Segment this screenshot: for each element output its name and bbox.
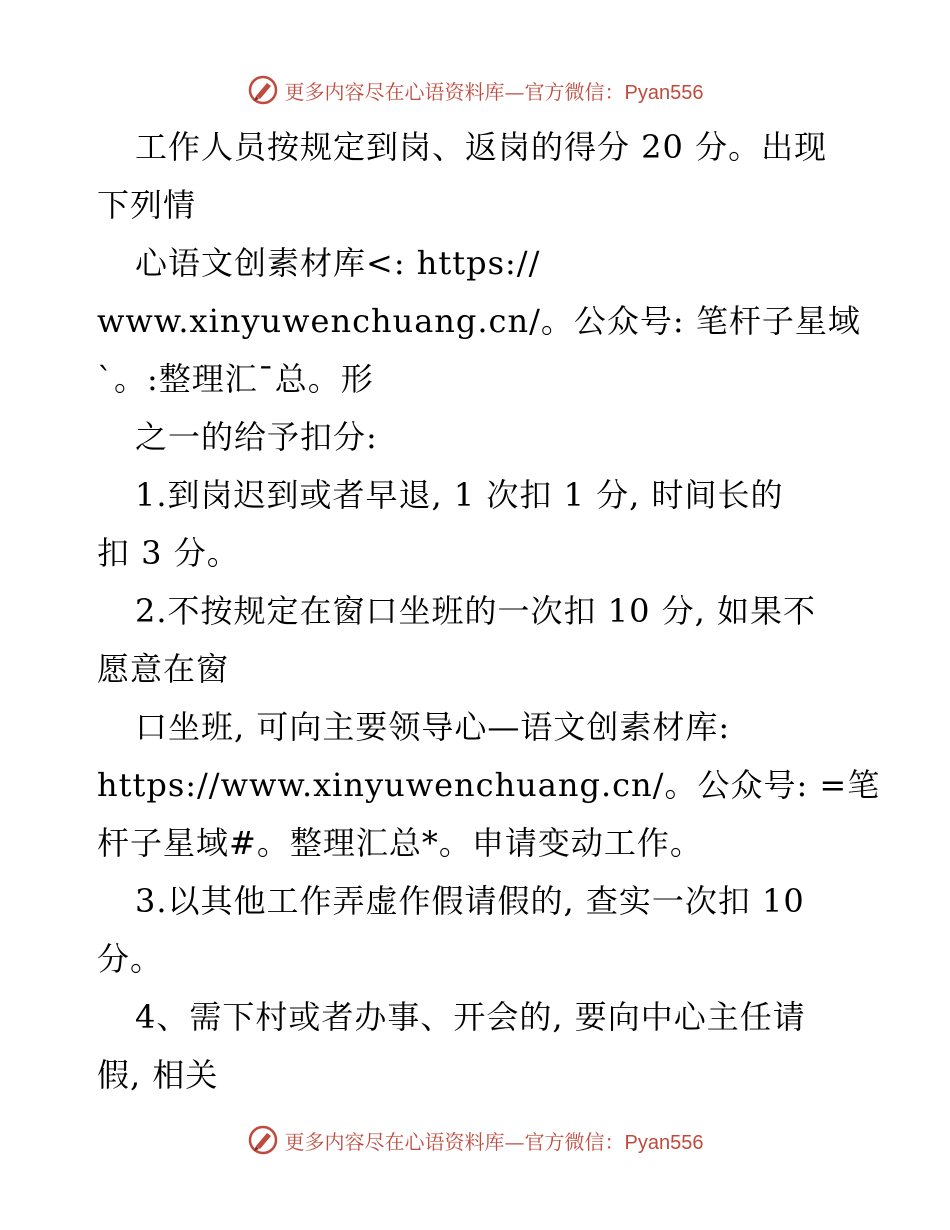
text-line: 心语文创素材库<: https:// bbox=[135, 244, 541, 282]
text-line: 假, 相关 bbox=[97, 1056, 219, 1094]
text-line: 3.以其他工作弄虚作假请假的, 查实一次扣 10 bbox=[135, 882, 805, 920]
text-line: 下列情 bbox=[97, 186, 197, 224]
footer-brand-text: 更多内容尽在心语资料库— bbox=[284, 1129, 525, 1154]
document-body bbox=[97, 118, 881, 1104]
text-line: 之一的给予扣分: bbox=[135, 418, 378, 456]
text-line: 杆子星域#。整理汇总*。申请变动工作。 bbox=[97, 824, 703, 862]
header-brand-text: 更多内容尽在心语资料库— bbox=[284, 79, 525, 104]
text-line: www.xinyuwenchuang.cn/。公众号: 笔杆子星域 bbox=[97, 302, 861, 340]
text-line: https://www.xinyuwenchuang.cn/。公众号: =笔 bbox=[97, 766, 881, 804]
text-line: 1.到岗迟到或者早退, 1 次扣 1 分, 时间长的 bbox=[135, 476, 784, 514]
header-banner bbox=[0, 70, 950, 110]
text-line: 分。 bbox=[97, 940, 164, 978]
text-line: 愿意在窗 bbox=[97, 650, 230, 688]
text-line: 工作人员按规定到岗、返岗的得分 20 分。出现 bbox=[135, 128, 828, 166]
text-line: 扣 3 分。 bbox=[97, 534, 240, 572]
text-line: `。:整理汇¯总。形 bbox=[97, 360, 374, 398]
header-contact-text: 官方微信：Pyan556 bbox=[524, 81, 704, 104]
text-line: 口坐班, 可向主要领导心—语文创素材库: bbox=[135, 708, 731, 746]
pen-logo-icon bbox=[247, 1124, 279, 1156]
text-line: 2.不按规定在窗口坐班的一次扣 10 分, 如果不 bbox=[135, 592, 816, 630]
footer-banner bbox=[0, 1120, 950, 1160]
text-line: 4、需下村或者办事、开会的, 要向中心主任请 bbox=[135, 998, 806, 1036]
pen-logo-icon bbox=[247, 74, 279, 106]
footer-contact-text: 官方微信：Pyan556 bbox=[524, 1131, 704, 1154]
